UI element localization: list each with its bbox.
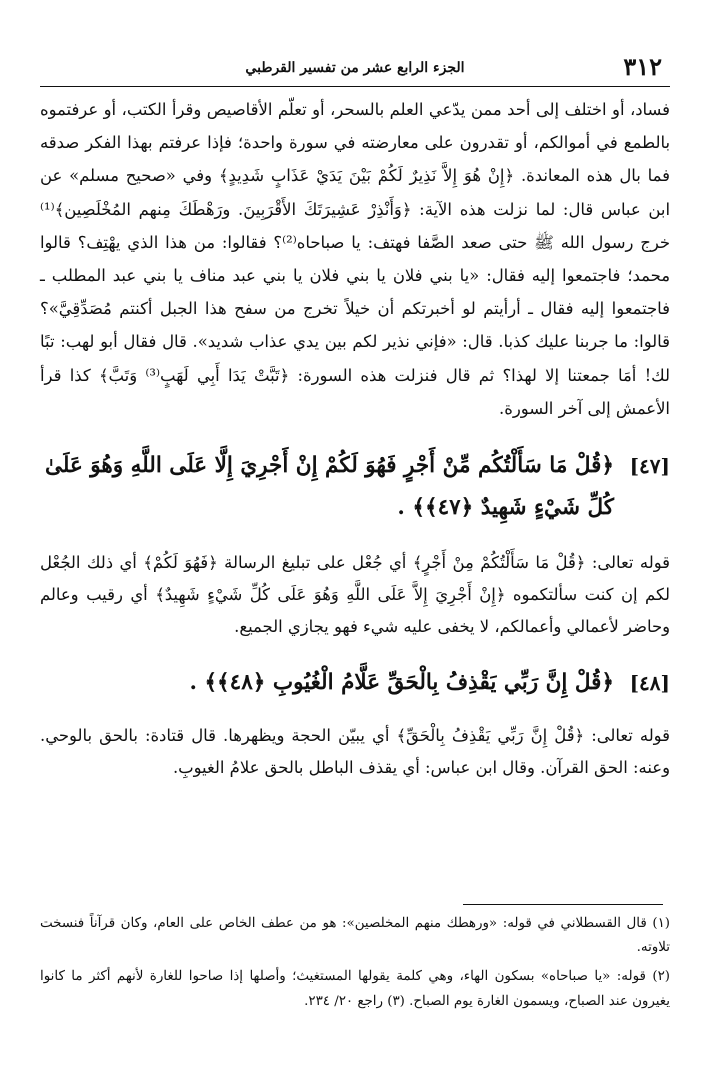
- paragraph-1: فساد، أو اختلف إلى أحد ممن يدّعي العلم بالسحر، أو تعلّم الأقاصيص وقرأ الكتب، أو عرفتموه بالطمع في أموالكم، أو تقدرون على معارضته في سورة واحدة؛ فإذا عرفتم بهذا الفكر صدقه فما بال هذه المعاندة. ﴿إِنْ هُوَ إِلاَّ نَذِيرٌ لَكُمْ بَيْنَ يَدَيْ عَذَابٍ شَدِيدٍ﴾ وفي «صحيح مسلم» عن ابن عباس قال: لما نزلت هذه الآية: ﴿وَأَنْذِرْ عَشِيرَتَكَ الأَقْرَبِينَ. ورَهْطَكَ مِنهم المُخْلَصِين﴾⁽¹⁾ خرج رسول الله ﷺ حتى صعد الصَّفا فهتف: يا صباحاه⁽²⁾؟ فقالوا: من هذا الذي يهْتِف؟ قالوا محمد؛ فاجتمعوا إليه فقال: «يا بني فلان يا بني فلان يا بني عبد مناف يا بني عبد المطلب ـ فاجتمعوا إليه فقال ـ أرأيتم لو أخبرتكم أن خيلاً تخرج من سفح هذا الجبل أكنتم مُصَدِّقِيَّ»؟ قالوا: ما جربنا عليك كذبا. قال: «فإني نذير لكم بين يدي عذاب شديد». قال فقال أبو لهب: تبًا لك! أمَا جمعتنا إلا لهذا؟ ثم قال فنزلت هذه السورة: ﴿تَبَّتْ يَدَا أَبِي لَهَبٍ⁽³⁾ وَتَبَّ﴾ كذا قرأ الأعمش إلى آخر السورة.: [40, 100, 670, 418]
- main-text: [40, 93, 670, 425]
- footnote-2: (٢) قوله: «يا صباحاه» بسكون الهاء، وهي كلمة يقولها المستغيث؛ وأصلها إذا صاحوا للغارة لأنهم أكثر ما كانوا يغيرون عند الصباح، ويسمون الغارة يوم الصباح. (٣) راجع ٢٠/ ٢٣٤.: [40, 969, 670, 1009]
- verse-number-47: [٤٧]: [629, 454, 670, 479]
- running-title: الجزء الرابع عشر من تفسير القرطبي: [245, 60, 465, 76]
- verse-text-48: ﴿قُلْ إِنَّ رَبِّي يَقْذِفُ بِالْحَقِّ عَلَّامُ الْغُيُوبِ ﴿٤٨﴾﴾ .: [189, 669, 614, 695]
- footnote-divider: [463, 904, 663, 905]
- verse-text-47: ﴿قُلْ مَا سَأَلْتُكُم مِّنْ أَجْرٍ فَهُوَ لَكُمْ إِنْ أَجْرِيَ إِلَّا عَلَى اللَّهِ وَهُوَ عَلَىٰ كُلِّ شَيْءٍ شَهِيدٌ ﴿٤٧﴾﴾ .: [44, 453, 614, 521]
- commentary-text-48: قوله تعالى: ﴿قُلْ إِنَّ رَبِّي يَقْذِفُ بِالْحَقِّ﴾ أي يبيّن الحجة ويظهرها. قال قتادة: بالحق بالوحي. وعنه: الحق القرآن. وقال ابن عباس: أي يقذف الباطل بالحق علامُ الغيوبِ.: [40, 725, 670, 777]
- commentary-48: [40, 720, 670, 784]
- commentary-47: [40, 547, 670, 644]
- verse-48: [40, 662, 670, 704]
- page-header: [40, 52, 670, 87]
- page-number: ٣١٢: [623, 52, 662, 81]
- footnotes: [40, 912, 670, 1019]
- footnote-1: (١) قال القسطلاني في قوله: «ورهطك منهم المخلصين»: هو من عطف الخاص على العام، وكان قرآناً فنسخت تلاوته.: [40, 916, 670, 956]
- verse-number-48: [٤٨]: [629, 670, 670, 695]
- commentary-text-47: قوله تعالى: ﴿قُلْ مَا سَأَلْتُكُمْ مِنْ أَجْرٍ﴾ أي جُعْل على تبليغ الرسالة ﴿فَهُوَ لَكُمْ﴾ أي ذلك الجُعْل لكم إن كنت سألتكموه ﴿إِنْ أَجْرِيَ إِلاَّ عَلَى اللَّهِ وَهُوَ عَلَى كُلِّ شَيْءٍ شَهِيدٌ﴾ أي رقيب وعالم وحاضر لأعمالي وأعمالكم، لا يخفى عليه شيء فهو يجازي الجميع.: [40, 553, 670, 637]
- verse-47: [40, 445, 670, 529]
- page: [40, 52, 670, 784]
